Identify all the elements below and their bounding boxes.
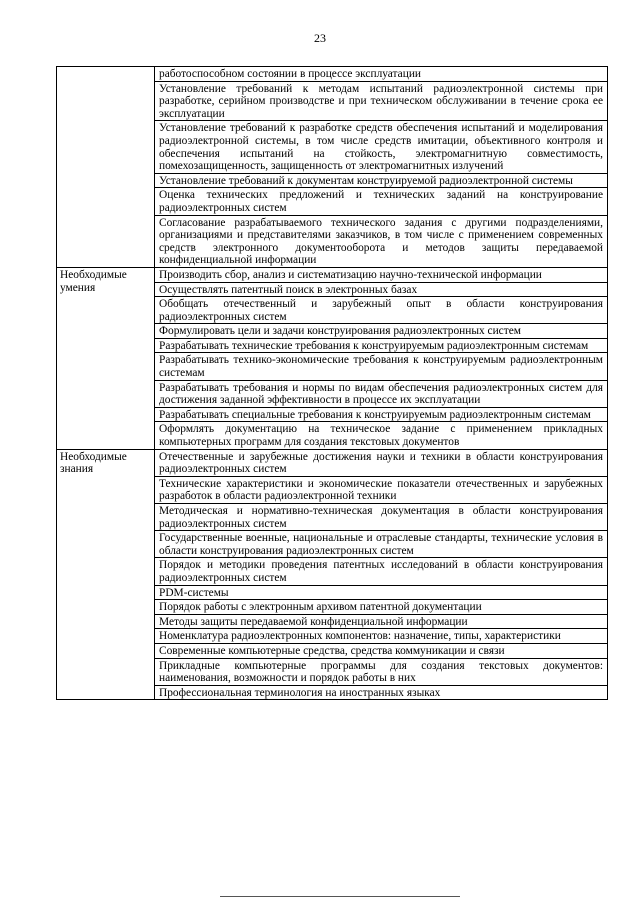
table-cell: Порядок и методики проведения патентных исследований в области конструирования радиоэлектронных систем	[155, 558, 608, 585]
skills-label: Необходимые умения	[57, 267, 155, 449]
table-cell: Технические характеристики и экономические показатели отечественных и зарубежных разработок в области радиоэлектронной техники	[155, 476, 608, 503]
table-cell: Профессиональная терминология на иностранных языках	[155, 685, 608, 700]
table-cell: Современные компьютерные средства, средства коммуникации и связи	[155, 643, 608, 658]
table-cell: Отечественные и зарубежные достижения науки и техники в области конструирования радиоэлектронных систем	[155, 449, 608, 476]
table-cell: Оценка технических предложений и технических заданий на конструирование радиоэлектронных систем	[155, 188, 608, 215]
table-cell: Государственные военные, национальные и отраслевые стандарты, технические условия в области конструирования радиоэлектронных систем	[155, 531, 608, 558]
table-row	[57, 449, 608, 476]
page-number: 23	[314, 31, 326, 45]
table-row	[57, 67, 608, 82]
knowledge-label: Необходимые знания	[57, 449, 155, 700]
table-cell: Формулировать цели и задачи конструирования радиоэлектронных систем	[155, 324, 608, 339]
table-cell: Установление требований к разработке средств обеспечения испытаний и моделирования радиоэлектронной системы, в том числе средств имитации, объективного контроля и обеспечения испытаний на стойкость, электромагнитную совместимость, помехозащищенность, защищенность от электромагнитных излучений	[155, 121, 608, 173]
table-cell: работоспособном состоянии в процессе эксплуатации	[155, 67, 608, 82]
table-cell: Установление требований к методам испытаний радиоэлектронной системы при разработке, серийном производстве и при техническом обслуживании в течение срока ее эксплуатации	[155, 81, 608, 121]
table-row	[57, 267, 608, 282]
table-cell: Разрабатывать технико-экономические требования к конструируемым радиоэлектронным системам	[155, 353, 608, 380]
table-cell: PDM-системы	[155, 585, 608, 600]
table-cell: Порядок работы с электронным архивом патентной документации	[155, 600, 608, 615]
table-cell: Номенклатура радиоэлектронных компонентов: назначение, типы, характеристики	[155, 629, 608, 644]
table-cell: Разрабатывать технические требования к конструируемым радиоэлектронным системам	[155, 338, 608, 353]
scan-artifact-line	[220, 896, 460, 897]
continued-section	[57, 67, 608, 268]
table-cell: Производить сбор, анализ и систематизацию научно-технической информации	[155, 267, 608, 282]
table-cell: Методическая и нормативно-техническая документация в области конструирования радиоэлектронных систем	[155, 504, 608, 531]
table-cell: Оформлять документацию на техническое задание с применением прикладных компьютерных программ для создания текстовых документов	[155, 422, 608, 449]
table-cell: Методы защиты передаваемой конфиденциальной информации	[155, 614, 608, 629]
table-cell: Прикладные компьютерные программы для создания текстовых документов: наименования, возможности и порядок работы в них	[155, 658, 608, 685]
continued-label-cell	[57, 67, 155, 268]
table-cell: Согласование разрабатываемого технического задания с другими подразделениями, организациями и представителями заказчиков, в том числе с применением современных средств электронного документооборота и методов защиты передаваемой конфиденциальной информации	[155, 215, 608, 267]
table-cell: Обобщать отечественный и зарубежный опыт в области конструирования радиоэлектронных систем	[155, 297, 608, 324]
requirements-table	[56, 66, 608, 700]
table-cell: Осуществлять патентный поиск в электронных базах	[155, 282, 608, 297]
skills-section	[57, 267, 608, 449]
knowledge-section	[57, 449, 608, 700]
table-cell: Разрабатывать требования и нормы по видам обеспечения радиоэлектронных систем для достижения заданной эффективности в процессе их эксплуатации	[155, 380, 608, 407]
table-cell: Установление требований к документам конструируемой радиоэлектронной системы	[155, 173, 608, 188]
table-cell: Разрабатывать специальные требования к конструируемым радиоэлектронным системам	[155, 407, 608, 422]
